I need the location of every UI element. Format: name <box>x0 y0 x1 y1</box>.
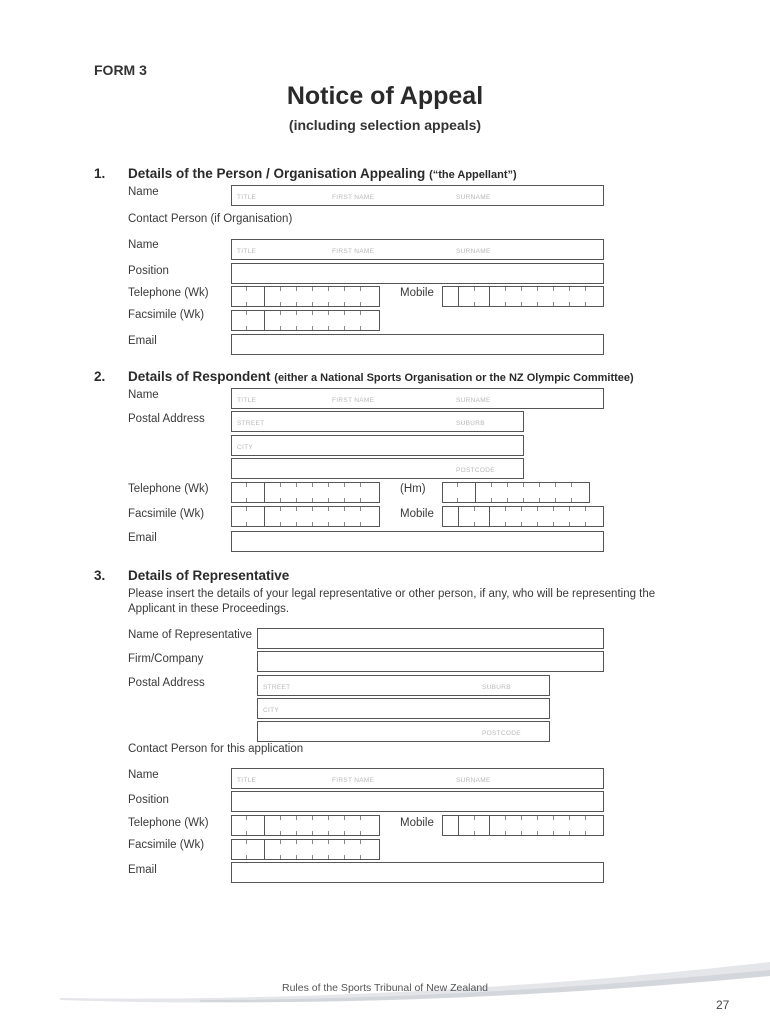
contact-person-label: Contact Person (if Organisation) <box>128 213 293 225</box>
digit-tick <box>246 840 247 844</box>
digit-tick <box>344 855 345 859</box>
digit-tick <box>505 287 506 291</box>
rep-contact-name-field[interactable] <box>231 768 604 789</box>
representative-name-field[interactable] <box>257 628 604 649</box>
digit-tick <box>328 840 329 844</box>
digit-tick <box>537 816 538 820</box>
digit-tick <box>246 855 247 859</box>
digit-separator <box>264 483 265 502</box>
digit-tick <box>553 816 554 820</box>
appellant-name-label: Name <box>128 186 159 198</box>
surname-placeholder: SURNAME <box>456 397 491 404</box>
digit-tick <box>344 522 345 526</box>
digit-tick <box>537 831 538 835</box>
digit-tick <box>296 840 297 844</box>
postal-address-label: Postal Address <box>128 413 205 425</box>
digit-tick <box>344 840 345 844</box>
digit-tick <box>296 483 297 487</box>
street-placeholder: STREET <box>263 684 291 691</box>
digit-tick <box>296 507 297 511</box>
digit-tick <box>280 840 281 844</box>
digit-tick <box>296 326 297 330</box>
digit-tick <box>280 816 281 820</box>
digit-tick <box>360 498 361 502</box>
section-1-heading-note: (“the Appellant”) <box>429 169 517 181</box>
section-2-heading <box>128 369 634 384</box>
surname-placeholder: SURNAME <box>456 194 491 201</box>
form-label: FORM 3 <box>94 62 147 78</box>
digit-tick <box>537 522 538 526</box>
suburb-placeholder: SUBURB <box>456 420 485 427</box>
digit-tick <box>344 816 345 820</box>
section-2-number: 2. <box>94 369 106 384</box>
digit-tick <box>523 483 524 487</box>
digit-tick <box>553 522 554 526</box>
digit-tick <box>360 311 361 315</box>
digit-tick <box>474 507 475 511</box>
digit-tick <box>296 831 297 835</box>
digit-tick <box>344 507 345 511</box>
digit-tick <box>360 483 361 487</box>
digit-tick <box>585 302 586 306</box>
facsimile-label: Facsimile (Wk) <box>128 309 205 321</box>
digit-tick <box>505 507 506 511</box>
digit-tick <box>360 326 361 330</box>
title-placeholder: TITLE <box>237 397 257 404</box>
home-phone-label: (Hm) <box>400 483 426 495</box>
digit-tick <box>296 816 297 820</box>
firm-field[interactable] <box>257 651 604 672</box>
digit-separator <box>489 287 490 306</box>
respondent-mobile-field[interactable] <box>442 506 604 527</box>
digit-tick <box>360 287 361 291</box>
respondent-name-field[interactable] <box>231 388 604 409</box>
rep-city-field[interactable] <box>257 698 550 719</box>
rep-facsimile-label: Facsimile (Wk) <box>128 839 205 851</box>
digit-tick <box>280 831 281 835</box>
rep-postal-address-label: Postal Address <box>128 677 205 689</box>
digit-tick <box>328 816 329 820</box>
digit-tick <box>553 507 554 511</box>
digit-separator <box>475 483 476 502</box>
digit-tick <box>539 483 540 487</box>
digit-tick <box>246 287 247 291</box>
digit-tick <box>280 311 281 315</box>
digit-tick <box>474 302 475 306</box>
digit-tick <box>505 522 506 526</box>
rep-telephone-field[interactable] <box>231 815 380 836</box>
digit-tick <box>312 522 313 526</box>
telephone-field[interactable] <box>231 286 380 307</box>
digit-tick <box>344 831 345 835</box>
respondent-facsimile-field[interactable] <box>231 506 380 527</box>
digit-tick <box>360 522 361 526</box>
digit-tick <box>344 483 345 487</box>
digit-tick <box>457 498 458 502</box>
digit-tick <box>280 507 281 511</box>
digit-tick <box>312 816 313 820</box>
instructions-line-1: Please insert the details of your legal representative or other person, if any, who will be representing the <box>128 588 656 600</box>
digit-tick <box>246 816 247 820</box>
digit-tick <box>569 507 570 511</box>
page-subtitle: (including selection appeals) <box>288 117 482 133</box>
digit-tick <box>296 311 297 315</box>
digit-tick <box>296 855 297 859</box>
section-2-heading-note: (either a National Sports Organisation or the NZ Olympic Committee) <box>274 372 634 384</box>
digit-tick <box>539 498 540 502</box>
digit-tick <box>585 507 586 511</box>
postcode-placeholder: POSTCODE <box>456 467 495 474</box>
digit-tick <box>328 483 329 487</box>
section-3-heading: Details of Representative <box>128 568 290 583</box>
digit-tick <box>246 507 247 511</box>
digit-tick <box>280 483 281 487</box>
digit-tick <box>507 483 508 487</box>
digit-tick <box>280 522 281 526</box>
digit-tick <box>360 816 361 820</box>
digit-separator <box>489 816 490 835</box>
digit-tick <box>328 311 329 315</box>
digit-tick <box>312 302 313 306</box>
digit-tick <box>360 507 361 511</box>
digit-tick <box>569 522 570 526</box>
digit-tick <box>312 831 313 835</box>
first-name-placeholder: FIRST NAME <box>332 777 375 784</box>
footer-text: Rules of the Sports Tribunal of New Zealand <box>281 982 489 994</box>
digit-tick <box>491 483 492 487</box>
rep-email-label: Email <box>128 864 157 876</box>
digit-tick <box>521 302 522 306</box>
digit-tick <box>474 831 475 835</box>
digit-tick <box>474 522 475 526</box>
digit-tick <box>360 840 361 844</box>
firm-label: Firm/Company <box>128 653 204 665</box>
digit-tick <box>246 311 247 315</box>
digit-separator <box>489 507 490 526</box>
digit-tick <box>280 302 281 306</box>
street-placeholder: STREET <box>237 420 265 427</box>
city-placeholder: CITY <box>263 707 280 714</box>
rep-mobile-label: Mobile <box>400 817 434 829</box>
digit-tick <box>328 507 329 511</box>
digit-tick <box>280 498 281 502</box>
first-name-placeholder: FIRST NAME <box>332 194 375 201</box>
digit-tick <box>328 855 329 859</box>
digit-tick <box>521 287 522 291</box>
digit-tick <box>507 498 508 502</box>
digit-tick <box>474 816 475 820</box>
digit-tick <box>328 498 329 502</box>
rep-email-field[interactable] <box>231 862 604 883</box>
digit-tick <box>505 831 506 835</box>
respondent-facsimile-label: Facsimile (Wk) <box>128 508 205 520</box>
digit-tick <box>521 507 522 511</box>
digit-tick <box>328 831 329 835</box>
respondent-telephone-label: Telephone (Wk) <box>128 483 209 495</box>
section-1-number: 1. <box>94 166 106 181</box>
digit-tick <box>296 498 297 502</box>
digit-separator <box>264 840 265 859</box>
digit-tick <box>571 483 572 487</box>
digit-tick <box>585 287 586 291</box>
respondent-email-field[interactable] <box>231 531 604 552</box>
digit-separator <box>458 287 459 306</box>
page-number: 27 <box>716 998 730 1012</box>
digit-tick <box>505 816 506 820</box>
home-phone-field[interactable] <box>442 482 590 503</box>
title-placeholder: TITLE <box>237 777 257 784</box>
digit-separator <box>458 816 459 835</box>
rep-telephone-label: Telephone (Wk) <box>128 817 209 829</box>
digit-tick <box>555 498 556 502</box>
digit-tick <box>246 498 247 502</box>
digit-tick <box>569 816 570 820</box>
digit-tick <box>555 483 556 487</box>
respondent-telephone-field[interactable] <box>231 482 380 503</box>
digit-tick <box>585 816 586 820</box>
digit-tick <box>344 311 345 315</box>
email-field[interactable] <box>231 334 604 355</box>
respondent-mobile-label: Mobile <box>400 508 434 520</box>
section-3-number: 3. <box>94 568 106 583</box>
digit-tick <box>585 522 586 526</box>
digit-tick <box>312 287 313 291</box>
appellant-name-field[interactable] <box>231 185 604 206</box>
digit-tick <box>569 302 570 306</box>
digit-tick <box>569 287 570 291</box>
digit-tick <box>312 326 313 330</box>
digit-tick <box>521 816 522 820</box>
rep-contact-name-label: Name <box>128 769 159 781</box>
digit-tick <box>246 302 247 306</box>
digit-tick <box>553 831 554 835</box>
digit-tick <box>328 522 329 526</box>
title-placeholder: TITLE <box>237 194 257 201</box>
digit-tick <box>344 302 345 306</box>
digit-tick <box>328 326 329 330</box>
postcode-placeholder: POSTCODE <box>482 730 521 737</box>
digit-tick <box>246 483 247 487</box>
rep-facsimile-field[interactable] <box>231 839 380 860</box>
section-1-heading-text: Details of the Person / Organisation Appealing <box>128 166 426 181</box>
digit-tick <box>246 326 247 330</box>
digit-tick <box>312 483 313 487</box>
digit-tick <box>571 498 572 502</box>
digit-tick <box>312 507 313 511</box>
street-field[interactable] <box>231 411 524 432</box>
digit-tick <box>360 831 361 835</box>
contact-person-application-label: Contact Person for this application <box>128 743 304 755</box>
digit-tick <box>457 483 458 487</box>
surname-placeholder: SURNAME <box>456 777 491 784</box>
digit-tick <box>296 302 297 306</box>
digit-separator <box>264 816 265 835</box>
position-label: Position <box>128 265 169 277</box>
section-2-heading-text: Details of Respondent <box>128 369 271 384</box>
telephone-label: Telephone (Wk) <box>128 287 209 299</box>
rep-mobile-field[interactable] <box>442 815 604 836</box>
digit-tick <box>344 326 345 330</box>
digit-tick <box>523 498 524 502</box>
facsimile-field[interactable] <box>231 310 380 331</box>
digit-tick <box>474 287 475 291</box>
digit-separator <box>458 507 459 526</box>
digit-tick <box>246 522 247 526</box>
surname-placeholder: SURNAME <box>456 248 491 255</box>
page-title: Notice of Appeal <box>286 82 484 110</box>
digit-tick <box>328 302 329 306</box>
contact-name-label: Name <box>128 239 159 251</box>
digit-separator <box>264 287 265 306</box>
city-placeholder: CITY <box>237 444 254 451</box>
digit-tick <box>537 507 538 511</box>
digit-separator <box>264 311 265 330</box>
digit-tick <box>505 302 506 306</box>
first-name-placeholder: FIRST NAME <box>332 397 375 404</box>
digit-tick <box>360 302 361 306</box>
digit-tick <box>553 287 554 291</box>
mobile-label: Mobile <box>400 287 434 299</box>
position-field[interactable] <box>231 263 604 284</box>
rep-postcode-field[interactable] <box>257 721 550 742</box>
digit-tick <box>537 287 538 291</box>
title-placeholder: TITLE <box>237 248 257 255</box>
digit-tick <box>280 855 281 859</box>
digit-tick <box>521 522 522 526</box>
email-label: Email <box>128 335 157 347</box>
digit-tick <box>521 831 522 835</box>
section-1-heading <box>128 166 517 181</box>
digit-tick <box>553 302 554 306</box>
digit-tick <box>296 287 297 291</box>
suburb-placeholder: SUBURB <box>482 684 511 691</box>
digit-tick <box>569 831 570 835</box>
contact-name-field[interactable] <box>231 239 604 260</box>
rep-position-field[interactable] <box>231 791 604 812</box>
digit-tick <box>537 302 538 306</box>
digit-tick <box>344 287 345 291</box>
respondent-email-label: Email <box>128 532 157 544</box>
digit-tick <box>328 287 329 291</box>
digit-tick <box>280 326 281 330</box>
representative-name-label: Name of Representative <box>128 629 253 641</box>
digit-tick <box>296 522 297 526</box>
digit-tick <box>312 498 313 502</box>
rep-street-field[interactable] <box>257 675 550 696</box>
digit-tick <box>491 498 492 502</box>
postcode-field[interactable] <box>231 458 524 479</box>
first-name-placeholder: FIRST NAME <box>332 248 375 255</box>
digit-tick <box>312 840 313 844</box>
digit-tick <box>360 855 361 859</box>
digit-tick <box>312 311 313 315</box>
digit-tick <box>585 831 586 835</box>
digit-separator <box>264 507 265 526</box>
city-field[interactable] <box>231 435 524 456</box>
digit-tick <box>344 498 345 502</box>
digit-tick <box>246 831 247 835</box>
digit-tick <box>312 855 313 859</box>
respondent-name-label: Name <box>128 389 159 401</box>
instructions-line-2: Applicant in these Proceedings. <box>128 603 290 615</box>
mobile-field[interactable] <box>442 286 604 307</box>
digit-tick <box>280 287 281 291</box>
rep-position-label: Position <box>128 794 169 806</box>
